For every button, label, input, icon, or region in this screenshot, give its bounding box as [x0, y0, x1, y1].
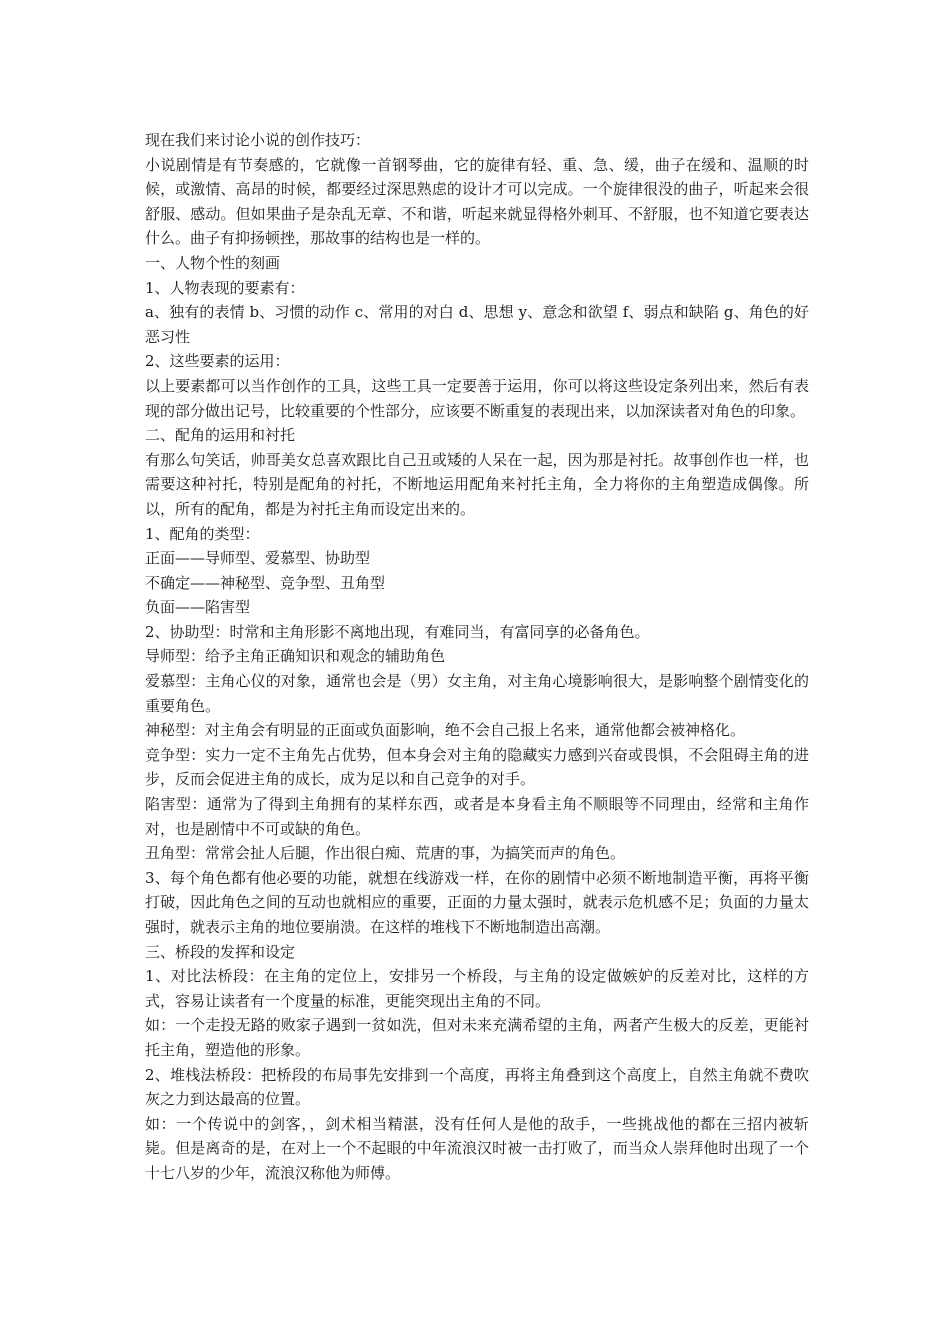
- paragraph-mystery-type: 神秘型：对主角会有明显的正面或负面影响，绝不会自己报上名来，通常他都会被神格化。: [145, 721, 746, 740]
- subheading-supporting-types: 1、配角的类型：: [145, 524, 260, 543]
- paragraph-helper-type: 2、协助型：时常和主角形影不离地出现，有难同当，有富同享的必备角色。: [145, 622, 650, 641]
- paragraph-villain-type: 陷害型：通常为了得到主角拥有的某样东西，或者是本身看主角不顺眼等不同理由，经常和主角作对，也是剧情中不可或缺的角色。: [145, 795, 809, 838]
- line-positive-types: 正面——导师型、爱慕型、协助型: [145, 549, 371, 568]
- paragraph-contrast-example: 如：一个走投无路的败家子遇到一贫如洗，但对未来充满希望的主角，两者产生极大的反差，更能衬托主角，塑造他的形象。: [145, 1016, 809, 1059]
- paragraph-mentor-type: 导师型：给予主角正确知识和观念的辅助角色: [145, 647, 446, 666]
- section-heading-3: 三、桥段的发挥和设定: [145, 942, 296, 961]
- line-negative-types: 负面——陷害型: [145, 598, 251, 617]
- section-heading-1: 一、人物个性的刻画: [145, 253, 281, 272]
- paragraph-rival-type: 竞争型：实力一定不主角先占优势，但本身会对主角的隐藏实力感到兴奋或畏惧，不会阻碍主角的进步，反而会促进主角的成长，成为足以和自己竞争的对手。: [145, 745, 809, 789]
- paragraph-contrast-plot: 1、对比法桥段：在主角的定位上，安排另一个桥段，与主角的设定做嫉妒的反差对比，这样的方式，容易让读者有一个度量的标准，更能突现出主角的不同。: [145, 967, 809, 1010]
- paragraph-elements-list: a、独有的表情 b、习惯的动作 c、常用的对白 d、思想 y、意念和欲望 f、弱点和缺陷 g、角色的好恶习性: [145, 303, 809, 346]
- paragraph-contrast: 有那么句笑话，帅哥美女总喜欢跟比自己丑或矮的人呆在一起，因为那是衬托。故事创作也一样，也需要这种衬托，特别是配角的衬托，不断地运用配角来衬托主角，全力将你的主角塑造成偶像。所以，所有的配角，都是为衬托主角而设定出来的。: [145, 450, 809, 518]
- paragraph-admirer-type: 爱慕型：主角心仪的对象，通常也会是（男）女主角，对主角心境影响很大，是影响整个剧情变化的重要角色。: [145, 672, 809, 715]
- document-body: [145, 128, 809, 1186]
- line-uncertain-types: 不确定——神秘型、竞争型、丑角型: [145, 573, 386, 592]
- paragraph-rhythm: 小说剧情是有节奏感的，它就像一首钢琴曲，它的旋律有轻、重、急、缓，曲子在缓和、温顺的时候，或激情、高昂的时候，都要经过深思熟虑的设计才可以完成。一个旋律很没的曲子，听起来会很舒服、感动。但如果曲子是杂乱无章、不和谐，听起来就显得格外刺耳、不舒服，也不知道它要表达什么。曲子有抑扬顿挫，那故事的结构也是一样的。: [145, 155, 809, 248]
- paragraph-stacking-example: 如：一个传说中的剑客，，剑术相当精湛，没有任何人是他的敌手，一些挑战他的都在三招内被斩毙。但是离奇的是，在对上一个不起眼的中年流浪汉时被一击打败了，而当众人崇拜他时出现了一个十七八岁的少年，流浪汉称他为师傅。: [145, 1114, 809, 1182]
- section-heading-2: 二、配角的运用和衬托: [145, 426, 296, 445]
- paragraph-stacking-plot: 2、堆栈法桥段：把桥段的布局事先安排到一个高度，再将主角叠到这个高度上，自然主角就不费吹灰之力到达最高的位置。: [145, 1065, 809, 1109]
- paragraph-balance: 3、每个角色都有他必要的功能，就想在线游戏一样，在你的剧情中必须不断地制造平衡，再将平衡打破，因此角色之间的互动也就相应的重要，正面的力量太强时，就表示危机感不足；负面的力量太强时，就表示主角的地位要崩溃。在这样的堆栈下不断地制造出高潮。: [145, 868, 809, 936]
- subheading-elements: 1、人物表现的要素有：: [145, 278, 305, 297]
- intro-line: 现在我们来讨论小说的创作技巧：: [145, 131, 371, 149]
- paragraph-usage: 以上要素都可以当作创作的工具，这些工具一定要善于运用，你可以将这些设定条列出来，然后有表现的部分做出记号，比较重要的个性部分，应该要不断重复的表现出来，以加深读者对角色的印象。: [145, 376, 809, 420]
- paragraph-clown-type: 丑角型：常常会扯人后腿，作出很白痴、荒唐的事，为搞笑而声的角色。: [145, 844, 626, 863]
- subheading-usage: 2、这些要素的运用：: [145, 352, 290, 371]
